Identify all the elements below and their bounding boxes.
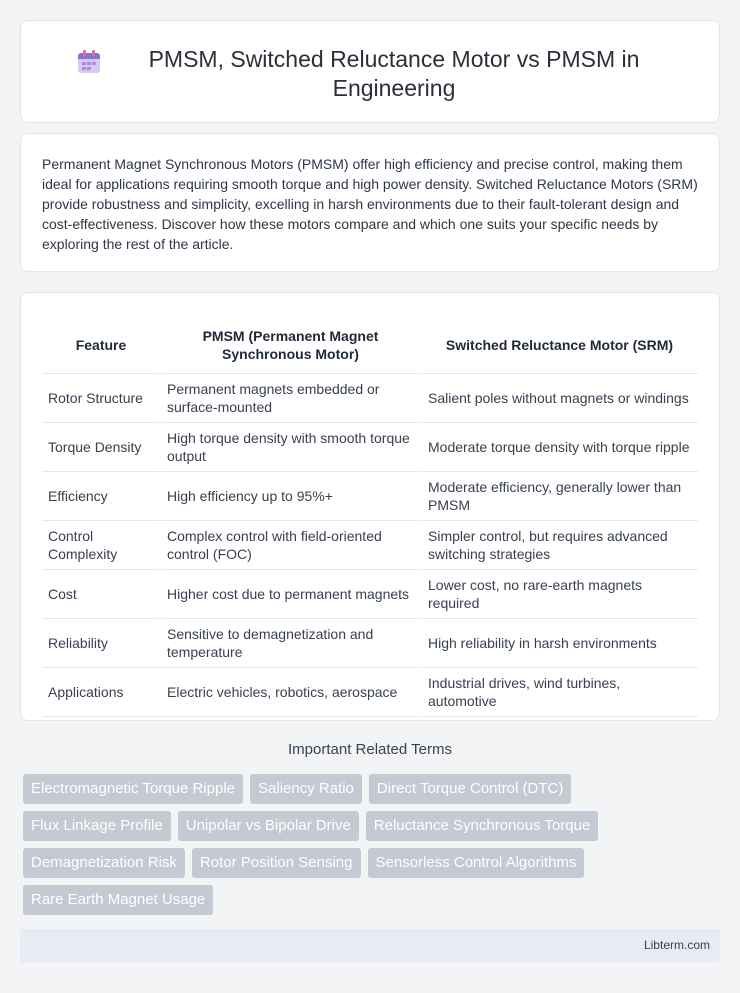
comparison-table-card [20, 292, 720, 721]
title-wrap [21, 21, 719, 103]
related-terms-heading: Important Related Terms [288, 741, 452, 758]
table-row [42, 373, 698, 422]
pmsm-cell: Complex control with field-oriented control (FOC) [160, 520, 421, 569]
srm-cell: Lower cost, no rare-earth magnets required [421, 569, 698, 618]
related-term-tag[interactable]: Demagnetization Risk [23, 848, 185, 878]
column-header-pmsm: PMSM (Permanent Magnet Synchronous Motor) [160, 311, 421, 373]
related-term-tag[interactable]: Direct Torque Control (DTC) [369, 774, 571, 804]
table-row [42, 520, 698, 569]
feature-cell: Torque Density [42, 422, 160, 471]
footer [20, 929, 720, 962]
table-row [42, 422, 698, 471]
pmsm-cell: High efficiency up to 95%+ [160, 471, 421, 520]
title-card [20, 20, 720, 123]
pmsm-cell: Sensitive to demagnetization and temperature [160, 618, 421, 667]
column-header-feature: Feature [42, 311, 160, 373]
feature-cell: Cost [42, 569, 160, 618]
related-term-tag[interactable]: Saliency Ratio [250, 774, 362, 804]
srm-cell: Simpler control, but requires advanced switching strategies [421, 520, 698, 569]
pmsm-cell: Permanent magnets embedded or surface-mounted [160, 373, 421, 422]
srm-cell: Industrial drives, wind turbines, automotive [421, 667, 698, 716]
feature-cell: Reliability [42, 618, 160, 667]
related-term-tag[interactable]: Sensorless Control Algorithms [368, 848, 585, 878]
related-terms-list [23, 774, 683, 915]
table-header-row [42, 311, 698, 373]
pmsm-cell: Higher cost due to permanent magnets [160, 569, 421, 618]
table-row [42, 618, 698, 667]
pmsm-cell: High torque density with smooth torque output [160, 422, 421, 471]
related-term-tag[interactable]: Reluctance Synchronous Torque [366, 811, 599, 841]
calendar-icon [76, 49, 102, 75]
related-term-tag[interactable]: Unipolar vs Bipolar Drive [178, 811, 359, 841]
srm-cell: Salient poles without magnets or windings [421, 373, 698, 422]
related-term-tag[interactable]: Flux Linkage Profile [23, 811, 171, 841]
feature-cell: Rotor Structure [42, 373, 160, 422]
table-row [42, 569, 698, 618]
related-term-tag[interactable]: Rotor Position Sensing [192, 848, 361, 878]
srm-cell: Moderate efficiency, generally lower than PMSM [421, 471, 698, 520]
related-term-tag[interactable]: Rare Earth Magnet Usage [23, 885, 213, 915]
page-title: PMSM, Switched Reluctance Motor vs PMSM in Engineering [148, 46, 640, 101]
table-row [42, 667, 698, 716]
table-row [42, 471, 698, 520]
srm-cell: Moderate torque density with torque ripple [421, 422, 698, 471]
srm-cell: High reliability in harsh environments [421, 618, 698, 667]
pmsm-cell: Electric vehicles, robotics, aerospace [160, 667, 421, 716]
intro-card [20, 133, 720, 272]
feature-cell: Control Complexity [42, 520, 160, 569]
intro-paragraph: Permanent Magnet Synchronous Motors (PMSM) offer high efficiency and precise control, making them ideal for applications requiring smooth torque and high power density. Switched Reluctance Motors (SRM) provide robustness and simplicity, excelling in harsh environments due to their fault-tolerant design and cost-effectiveness. Discover how these motors compare and which one suits your specific needs by exploring the rest of the article. [42, 156, 698, 252]
footer-site-link[interactable]: Libterm.com [643, 938, 710, 952]
column-header-srm: Switched Reluctance Motor (SRM) [421, 311, 698, 373]
feature-cell: Applications [42, 667, 160, 716]
comparison-table [42, 311, 698, 717]
feature-cell: Efficiency [42, 471, 160, 520]
related-term-tag[interactable]: Electromagnetic Torque Ripple [23, 774, 243, 804]
